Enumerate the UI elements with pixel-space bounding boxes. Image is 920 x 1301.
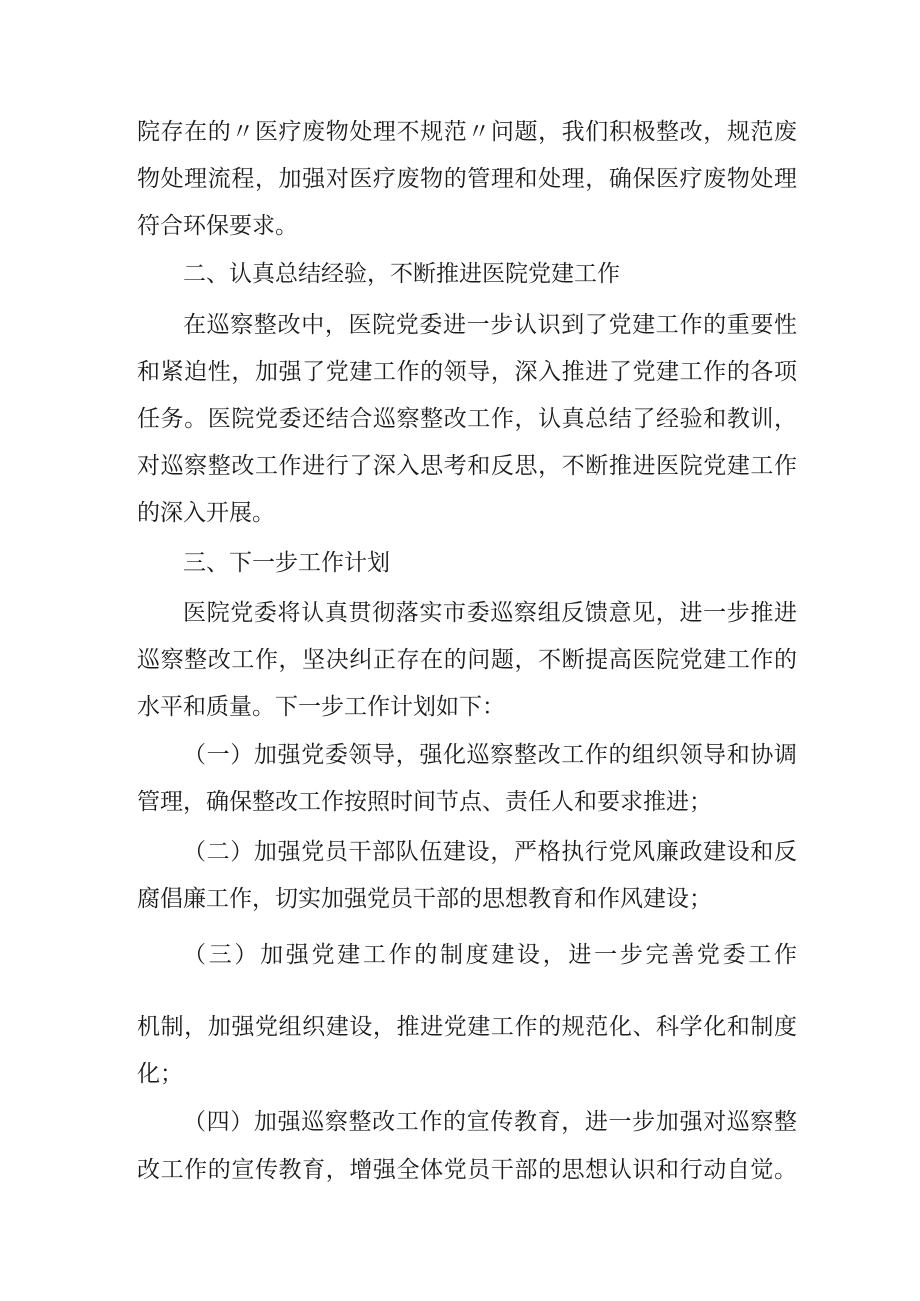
paragraph-line: 院存在的〃医疗废物处理不规范〃问题，我们积极整改，规范废 [137, 119, 797, 145]
list-item-line: 改工作的宣传教育，增强全体党员干部的思想认识和行动自觉。 [137, 1157, 797, 1183]
list-item-line: （一）加强党委领导，强化巡察整改工作的组织领导和协调 [183, 742, 797, 768]
paragraph-line: 巡察整改工作，坚决纠正存在的问题，不断提高医院党建工作的 [137, 647, 797, 673]
paragraph-line: 对巡察整改工作进行了深入思考和反思，不断推进医院党建工作 [137, 453, 797, 479]
paragraph-line: 的深入开展。 [137, 500, 275, 526]
section-heading: 二、认真总结经验，不断推进医院党建工作 [183, 261, 620, 287]
list-item-line: 机制，加强党组织建设，推进党建工作的规范化、科学化和制度 [137, 1014, 797, 1040]
list-item-line: 化； [137, 1061, 183, 1087]
section-heading: 三、下一步工作计划 [183, 550, 390, 576]
list-item-line: 腐倡廉工作，切实加强党员干部的思想教育和作风建设； [137, 886, 712, 912]
list-item-line: 管理，确保整改工作按照时间节点、责任人和要求推进； [137, 789, 712, 815]
list-item-line: （四）加强巡察整改工作的宣传教育，进一步加强对巡察整 [183, 1109, 797, 1135]
paragraph-line: 物处理流程，加强对医疗废物的管理和处理，确保医疗废物处理 [137, 166, 797, 192]
list-item-line: （二）加强党员干部队伍建设，严格执行党风廉政建设和反 [183, 839, 797, 865]
paragraph-line: 任务。医院党委还结合巡察整改工作，认真总结了经验和教训， [137, 406, 797, 432]
paragraph-line: 和紧迫性，加强了党建工作的领导，深入推进了党建工作的各项 [137, 359, 797, 385]
list-item-line: （三）加强党建工作的制度建设，进一步完善党委工作 [183, 942, 797, 968]
paragraph-line: 水平和质量。下一步工作计划如下： [137, 694, 505, 720]
paragraph-line: 符合环保要求。 [137, 213, 298, 239]
paragraph-line: 在巡察整改中，医院党委进一步认识到了党建工作的重要性 [183, 312, 797, 338]
paragraph-line: 医院党委将认真贯彻落实市委巡察组反馈意见，进一步推进 [183, 600, 797, 626]
